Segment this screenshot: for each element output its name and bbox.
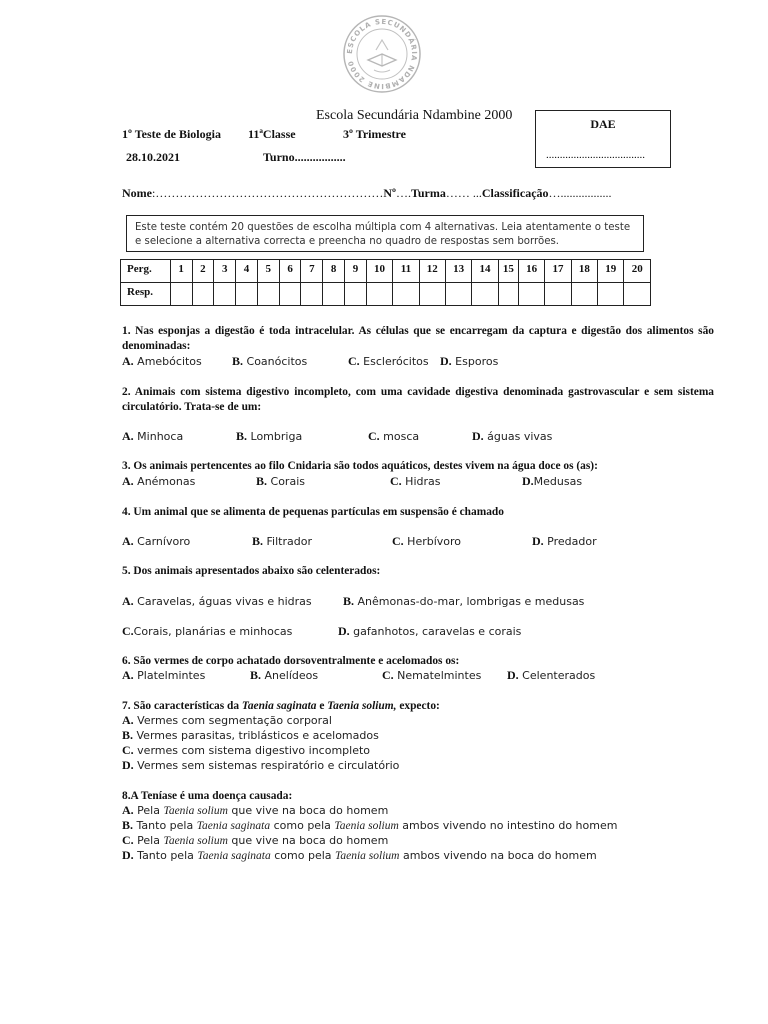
q1-option-b[interactable]: B. Coanócitos bbox=[232, 354, 308, 368]
q7-option-c[interactable]: C. vermes com sistema digestivo incompleto bbox=[122, 743, 371, 757]
classificacao-field[interactable]: …................. bbox=[548, 186, 612, 200]
question-number-17: 17 bbox=[545, 260, 571, 283]
q3-option-a[interactable]: A. Anémonas bbox=[122, 474, 196, 488]
q1-option-c[interactable]: C. Esclerócitos bbox=[348, 354, 429, 368]
question-3-stem: 3. Os animais pertencentes ao filo Cnidaria são todos aquáticos, destes vivem na água doce os (as): bbox=[122, 460, 598, 472]
q7-option-b[interactable]: B. Vermes parasitas, triblásticos e acelomados bbox=[122, 728, 379, 742]
question-7-stem: 7. São características da Taenia saginata e Taenia solium, expecto: bbox=[122, 700, 440, 712]
question-5-stem: 5. Dos animais apresentados abaixo são celenterados: bbox=[122, 565, 381, 577]
q1-option-a[interactable]: A. Amebócitos bbox=[122, 354, 202, 368]
q2-option-c[interactable]: C. mosca bbox=[368, 429, 420, 443]
q5-option-d[interactable]: D. gafanhotos, caravelas e corais bbox=[338, 624, 522, 638]
answer-cell-14[interactable] bbox=[472, 283, 498, 306]
question-number-19: 19 bbox=[598, 260, 624, 283]
q8-option-d[interactable]: D. Tanto pela Taenia saginata como pela Taenia solium ambos vivendo na boca do homem bbox=[122, 848, 597, 862]
question-6-stem: 6. São vermes de corpo achatado dorsoventralmente e acelomados os: bbox=[122, 655, 460, 667]
q2-option-b[interactable]: B. Lombriga bbox=[236, 429, 303, 443]
question-number-5: 5 bbox=[257, 260, 279, 283]
question-number-4: 4 bbox=[236, 260, 258, 283]
q7-option-a[interactable]: A. Vermes com segmentação corporal bbox=[122, 713, 332, 727]
question-4-stem: 4. Um animal que se alimenta de pequenas partículas em suspensão é chamado bbox=[122, 506, 504, 518]
question-number-10: 10 bbox=[366, 260, 392, 283]
question-number-row bbox=[121, 260, 651, 283]
q3-option-d[interactable]: D.Medusas bbox=[522, 474, 583, 488]
classe: 11ªClasse bbox=[248, 127, 296, 141]
school-seal bbox=[342, 14, 422, 94]
turno-field[interactable]: Turno................. bbox=[263, 150, 346, 164]
question-number-20: 20 bbox=[624, 260, 651, 283]
test-title: 1º Teste de Biologia bbox=[122, 127, 221, 141]
number-field[interactable]: …. bbox=[395, 186, 411, 200]
seal-ring-text: ESCOLA SECUNDÁRIA NDAMBINE 2000 bbox=[345, 17, 419, 91]
trimestre: 3º Trimestre bbox=[343, 127, 406, 141]
instructions-box: Este teste contém 20 questões de escolha múltipla com 4 alternativas. Leia atentamente o teste e selecione a alternativa correcta e preencha no quadro de respostas sem borrões. bbox=[126, 215, 644, 252]
q5-option-a[interactable]: A. Caravelas, águas vivas e hidras bbox=[122, 594, 312, 608]
answer-cell-4[interactable] bbox=[236, 283, 258, 306]
q6-option-c[interactable]: C. Nematelmintes bbox=[382, 668, 482, 682]
question-number-8: 8 bbox=[323, 260, 345, 283]
answer-row bbox=[121, 283, 651, 306]
dae-box bbox=[535, 110, 671, 168]
answer-cell-18[interactable] bbox=[571, 283, 597, 306]
answer-cell-9[interactable] bbox=[345, 283, 367, 306]
q1-option-d[interactable]: D. Esporos bbox=[440, 354, 499, 368]
question-number-6: 6 bbox=[279, 260, 301, 283]
answer-cell-12[interactable] bbox=[419, 283, 445, 306]
q3-option-c[interactable]: C. Hidras bbox=[390, 474, 441, 488]
q5-option-b[interactable]: B. Anêmonas-do-mar, lombrigas e medusas bbox=[343, 594, 585, 608]
q6-option-b[interactable]: B. Anelídeos bbox=[250, 668, 319, 682]
question-number-9: 9 bbox=[345, 260, 367, 283]
nome-field[interactable]: :………………………………………………… bbox=[152, 186, 384, 200]
answer-cell-19[interactable] bbox=[598, 283, 624, 306]
school-name: Escola Secundária Ndambine 2000 bbox=[316, 108, 513, 123]
turma-label: Turma bbox=[410, 186, 446, 200]
question-number-12: 12 bbox=[419, 260, 445, 283]
answer-cell-13[interactable] bbox=[445, 283, 471, 306]
dae-title: DAE bbox=[590, 117, 616, 131]
answer-cell-1[interactable] bbox=[170, 283, 192, 306]
answer-grid bbox=[120, 259, 651, 306]
q4-option-b[interactable]: B. Filtrador bbox=[252, 534, 312, 548]
q2-option-d[interactable]: D. águas vivas bbox=[472, 429, 553, 443]
answer-cell-3[interactable] bbox=[214, 283, 236, 306]
answer-cell-17[interactable] bbox=[545, 283, 571, 306]
q7-option-d[interactable]: D. Vermes sem sistemas respiratório e circulatório bbox=[122, 758, 400, 772]
question-number-1: 1 bbox=[170, 260, 192, 283]
question-number-13: 13 bbox=[445, 260, 471, 283]
answer-cell-5[interactable] bbox=[257, 283, 279, 306]
q3-option-b[interactable]: B. Corais bbox=[256, 474, 305, 488]
question-number-14: 14 bbox=[472, 260, 498, 283]
question-number-2: 2 bbox=[192, 260, 214, 283]
question-number-18: 18 bbox=[571, 260, 597, 283]
q5-option-c[interactable]: C.Corais, planárias e minhocas bbox=[122, 624, 293, 638]
answer-cell-8[interactable] bbox=[323, 283, 345, 306]
nome-label: Nome bbox=[122, 186, 152, 200]
question-number-3: 3 bbox=[214, 260, 236, 283]
answer-cell-2[interactable] bbox=[192, 283, 214, 306]
q6-option-d[interactable]: D. Celenterados bbox=[507, 668, 596, 682]
q8-option-c[interactable]: C. Pela Taenia solium que vive na boca do homem bbox=[122, 833, 389, 847]
question-8-stem: 8.A Teníase é uma doença causada: bbox=[122, 790, 293, 802]
q4-option-d[interactable]: D. Predador bbox=[532, 534, 597, 548]
test-date: 28.10.2021 bbox=[126, 150, 180, 164]
question-number-15: 15 bbox=[498, 260, 518, 283]
question-2-stem: 2. Animais com sistema digestivo incompleto, com uma cavidade digestiva denominada gastrovascular e sem sistema circulatório. Trata-se de um: bbox=[122, 386, 714, 413]
answer-cell-6[interactable] bbox=[279, 283, 301, 306]
q8-option-a[interactable]: A. Pela Taenia solium que vive na boca do homem bbox=[122, 803, 389, 817]
q6-option-a[interactable]: A. Platelmintes bbox=[122, 668, 206, 682]
perg-label: Perg. bbox=[121, 260, 171, 283]
question-1-stem: 1. Nas esponjas a digestão é toda intracelular. As células que se encarregam da captura e digestão dos alimentos são denominadas: bbox=[122, 325, 714, 352]
q4-option-a[interactable]: A. Carnívoro bbox=[122, 534, 191, 548]
answer-cell-10[interactable] bbox=[366, 283, 392, 306]
number-label: Nº bbox=[383, 186, 396, 200]
resp-label: Resp. bbox=[121, 283, 171, 306]
question-number-7: 7 bbox=[301, 260, 323, 283]
q2-option-a[interactable]: A. Minhoca bbox=[122, 429, 184, 443]
answer-cell-16[interactable] bbox=[518, 283, 544, 306]
answer-cell-20[interactable] bbox=[624, 283, 651, 306]
turma-field[interactable]: …… ... bbox=[445, 186, 482, 200]
question-number-11: 11 bbox=[393, 260, 419, 283]
q4-option-c[interactable]: C. Herbívoro bbox=[392, 534, 462, 548]
question-number-16: 16 bbox=[518, 260, 544, 283]
answer-cell-11[interactable] bbox=[393, 283, 419, 306]
q8-option-b[interactable]: B. Tanto pela Taenia saginata como pela Taenia solium ambos vivendo no intestino do homem bbox=[122, 818, 618, 832]
student-info-line bbox=[122, 186, 612, 201]
classificacao-label: Classificação bbox=[481, 186, 549, 200]
dae-line: .................................... bbox=[546, 149, 645, 161]
answer-cell-15[interactable] bbox=[498, 283, 518, 306]
answer-cell-7[interactable] bbox=[301, 283, 323, 306]
